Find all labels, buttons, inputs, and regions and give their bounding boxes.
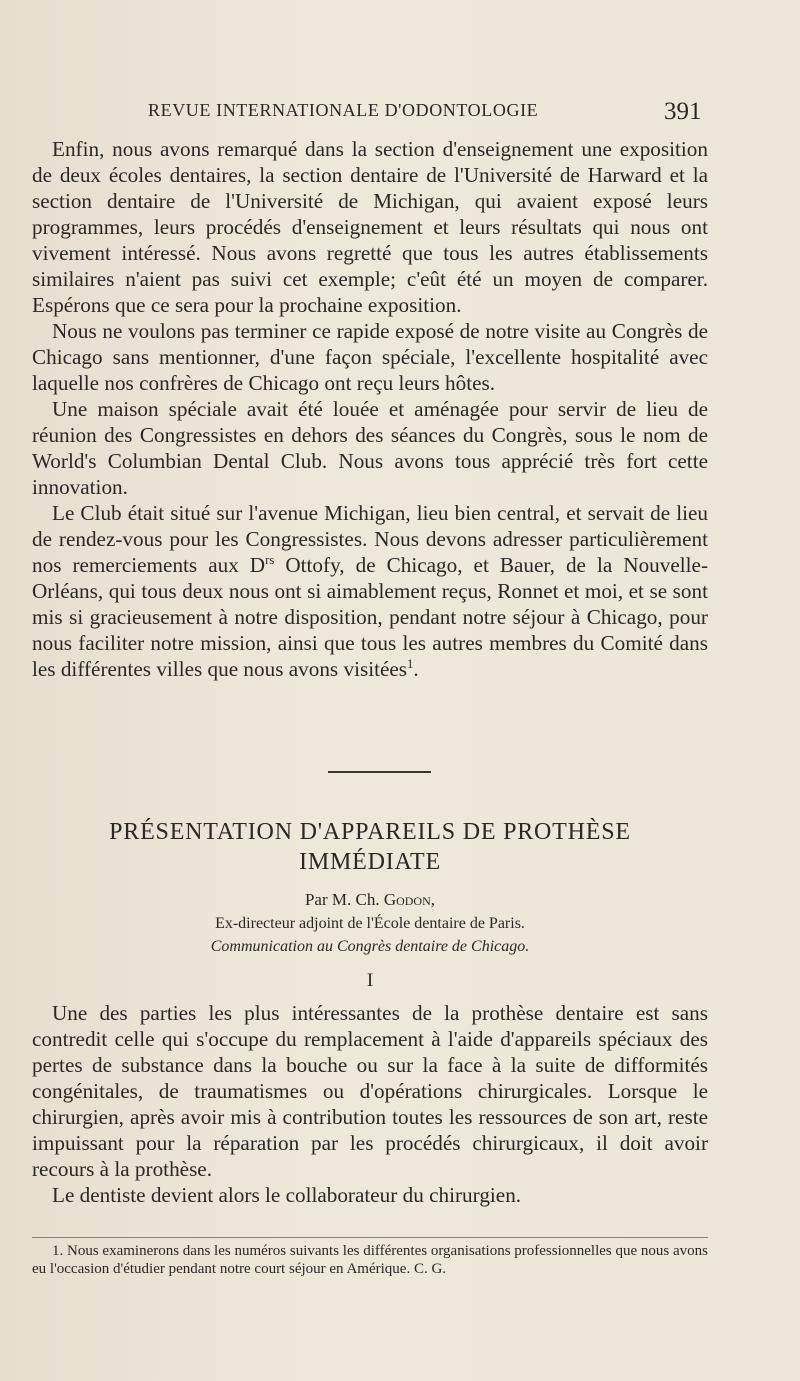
communication-note: Communication au Congrès dentaire de Chicago. xyxy=(210,938,530,955)
byline xyxy=(32,890,708,910)
byline-prefix: Par M. Ch. xyxy=(304,890,384,909)
section-number: I xyxy=(366,970,374,991)
byline-suffix: , xyxy=(430,890,436,909)
body-text-upper xyxy=(32,136,708,682)
author-affiliation: Ex-directeur adjoint de l'École dentaire de Paris. xyxy=(215,915,525,932)
running-title: REVUE INTERNATIONALE D'ODONTOLOGIE xyxy=(148,100,539,120)
body-text-lower xyxy=(32,1000,708,1208)
paragraph-text: Le Club était situé sur l'avenue Michigan, lieu bien central, et servait de lieu de rendez-vous pour les Congressistes. Nous devons adresser particulièrement nos remerciements aux D xyxy=(32,501,708,577)
superscript-rs: rs xyxy=(265,552,275,567)
paragraph xyxy=(32,500,708,682)
article-title-line-2: IMMÉDIATE xyxy=(299,849,441,875)
paragraph: Enfin, nous avons remarqué dans la section d'enseignement une exposition de deux écoles dentaires, la section dentaire de l'Université de Harward et la section dentaire de l'Université de Michigan, qui avaient exposé leurs programmes, leurs procédés d'enseignement et leurs résultats qui nous ont vivement intéressé. Nous avons regretté que tous les autres établissements similaires n'aient pas suivi cet exemple; c'eût été un moyen de comparer. Espérons que ce sera pour la prochaine exposition. xyxy=(32,137,708,317)
footnote-marker: 1 xyxy=(407,656,414,671)
paragraph: Une maison spéciale avait été louée et aménagée pour servir de lieu de réunion des Congressistes en dehors des séances du Congrès, sous le nom de World's Columbian Dental Club. Nous avons tous apprécié très fort cette innovation. xyxy=(32,397,708,499)
paragraph: Une des parties les plus intéressantes de la prothèse dentaire est sans contredit celle qui s'occupe du remplacement à l'aide d'appareils spéciaux des pertes de substance dans la bouche ou sur la face à la suite de difformités congénitales, de traumatismes ou d'opérations chirurgicales. Lorsque le chirurgien, après avoir mis à contribution toutes les ressources de son art, reste impuissant pour la réparation par les procédés chirurgicaux, il doit avoir recours à la prothèse. xyxy=(32,1001,708,1181)
paragraph-end: . xyxy=(413,657,419,681)
footnote-rule xyxy=(32,1237,708,1238)
section-divider xyxy=(328,771,431,773)
paragraph: Nous ne voulons pas terminer ce rapide exposé de notre visite au Congrès de Chicago sans mentionner, d'une façon spéciale, l'excellente hospitalité avec laquelle nos confrères de Chicago ont reçu leurs hôtes. xyxy=(32,319,708,395)
footnote xyxy=(32,1242,708,1278)
paragraph: Le dentiste devient alors le collaborateur du chirurgien. xyxy=(52,1183,522,1207)
page-number: 391 xyxy=(664,98,702,125)
article-title-line-1: PRÉSENTATION D'APPAREILS DE PROTHÈSE xyxy=(109,819,631,845)
paragraph-text: Ottofy, de Chicago, et Bauer, de la Nouvelle-Orléans, qui tous deux nous ont si aimablement reçus, Ronnet et moi, et se sont mis si gracieusement à notre disposition, pendant notre séjour à Chicago, pour nous faciliter notre mission, ainsi que tous les autres membres du Comité dans les différentes villes que nous avons visitées xyxy=(32,553,709,681)
running-head xyxy=(0,98,800,128)
author-name: Godon xyxy=(383,890,431,909)
footnote-text: 1. Nous examinerons dans les numéros suivants les différentes organisations professionnelles que nous avons eu l'occasion d'étudier pendant notre court séjour en Amérique. C. G. xyxy=(32,1243,709,1277)
